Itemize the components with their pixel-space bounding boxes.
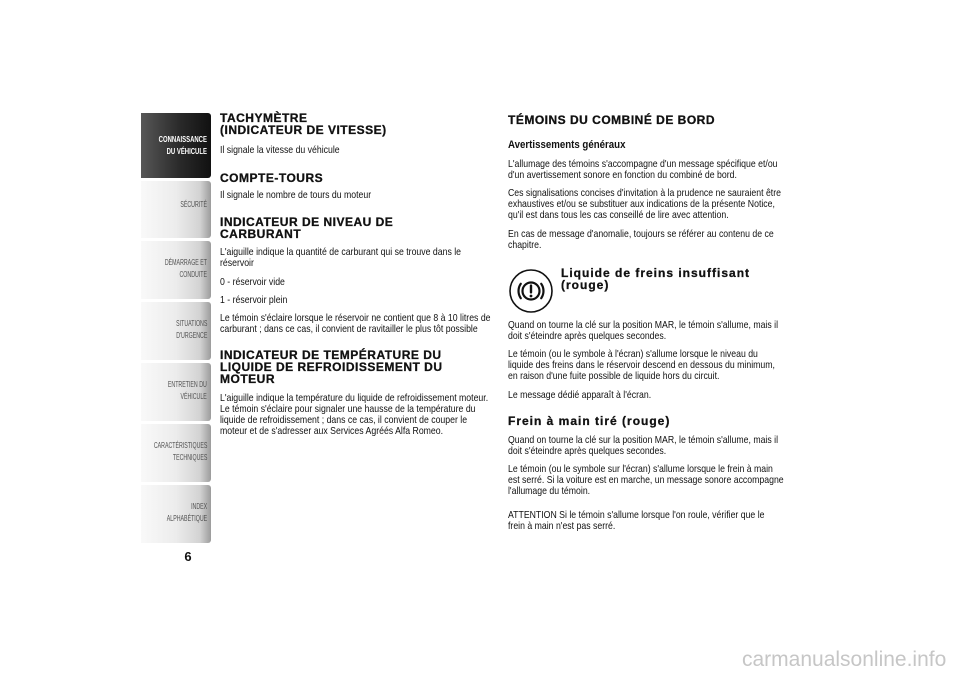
paragraph: En cas de message d'anomalie, toujours se référer au contenu de ce chapitre. <box>508 228 774 251</box>
sidebar-tab-caracteristiques-techniques[interactable] <box>141 424 211 482</box>
sidebar-tab-label: SITUATIONS D'URGENCE <box>175 318 207 340</box>
paragraph: Le témoin (ou le symbole à l'écran) s'allume lorsque le niveau du liquide des freins dans le réservoir descend en dessous du minimum, en raison d'une fuite possible de liquide hors du circuit. <box>508 348 775 382</box>
paragraph: Le témoin s'éclaire lorsque le réservoir ne contient que 8 à 10 litres de carburant ; dans ce cas, il convient de ravitailler le plus tôt possible <box>220 312 491 335</box>
section-heading-warning-lights: TÉMOINS DU COMBINÉ DE BORD <box>508 113 716 127</box>
paragraph: Il signale la vitesse du véhicule <box>220 144 340 156</box>
page-number: 6 <box>184 549 192 564</box>
paragraph: Quand on tourne la clé sur la position MAR, le témoin s'allume, mais il doit s'éteindre après quelques secondes. <box>508 434 779 457</box>
paragraph: Il signale le nombre de tours du moteur <box>220 189 372 201</box>
paragraph: Le message dédié apparaît à l'écran. <box>508 389 652 401</box>
sidebar-tab-label: SÉCURITÉ <box>180 199 207 209</box>
paragraph: ATTENTION Si le témoin s'allume lorsque l'on roule, vérifier que le frein à main n'est pas serré. <box>508 509 765 532</box>
subheading-general-warnings: Avertissements généraux <box>508 139 626 151</box>
brake-warning-icon <box>508 268 554 314</box>
paragraph: Le témoin (ou le symbole sur l'écran) s'allume lorsque le frein à main est serré. Si la voiture est en marche, un message sonore accompagne l'allumage du témoin. <box>508 463 784 497</box>
sidebar-tab-label: CONNAISSANCE DU VÉHICULE <box>158 134 207 156</box>
paragraph: Ces signalisations concises d'invitation à la prudence ne sauraient être exhaustives et/ou se substituer aux indications de la présente Notice, qu'il est dans tous les cas conseillé de lire avec attention. <box>508 187 781 221</box>
section-heading-brake-fluid: Liquide de freins insuffisant (rouge) <box>561 266 751 292</box>
paragraph: 1 - réservoir plein <box>220 294 288 306</box>
paragraph: L'allumage des témoins s'accompagne d'un message spécifique et/ou d'un avertissement sonore en fonction du combiné de bord. <box>508 158 778 181</box>
section-heading-fuel-gauge: INDICATEUR DE NIVEAU DE CARBURANT <box>220 215 394 241</box>
sidebar-tab-label: INDEX ALPHABÉTIQUE <box>166 501 207 523</box>
sidebar-tab-label: ENTRETIEN DU VÉHICULE <box>168 379 207 401</box>
section-heading-handbrake: Frein à main tiré (rouge) <box>508 414 671 428</box>
paragraph: L'aiguille indique la quantité de carburant qui se trouve dans le réservoir <box>220 246 462 269</box>
sidebar-tab-demarrage-et-conduite[interactable] <box>141 241 211 299</box>
sidebar-tab-situations-d-urgence[interactable] <box>141 302 211 360</box>
section-heading-coolant-temperature: INDICATEUR DE TEMPÉRATURE DU LIQUIDE DE REFROIDISSEMENT DU MOTEUR <box>220 348 443 386</box>
sidebar-tab-securite[interactable] <box>141 181 211 238</box>
watermark: carmanualsonline.info <box>742 648 947 671</box>
sidebar-tab-entretien-du-vehicule[interactable] <box>141 363 211 421</box>
sidebar-tab-connaissance-du-vehicule[interactable] <box>141 113 211 178</box>
paragraph: Quand on tourne la clé sur la position MAR, le témoin s'allume, mais il doit s'éteindre après quelques secondes. <box>508 319 779 342</box>
paragraph: L'aiguille indique la température du liquide de refroidissement moteur. Le témoin s'éclaire pour signaler une hausse de la température du liquide de refroidissement ; dans ce cas, il convient de couper le moteur et de s'adresser aux Services Agréés Alfa Romeo. <box>220 392 489 437</box>
section-heading-speedometer: TACHYMÈTRE (INDICATEUR DE VITESSE) <box>220 111 387 137</box>
sidebar-tab-label: DÉMARRAGE ET CONDUITE <box>164 257 207 279</box>
sidebar-tab-index-alphabetique[interactable] <box>141 485 211 543</box>
section-heading-rev-counter: COMPTE-TOURS <box>220 171 324 185</box>
sidebar-tab-label: CARACTÉRISTIQUES TECHNIQUES <box>153 440 207 462</box>
paragraph: 0 - réservoir vide <box>220 276 285 288</box>
